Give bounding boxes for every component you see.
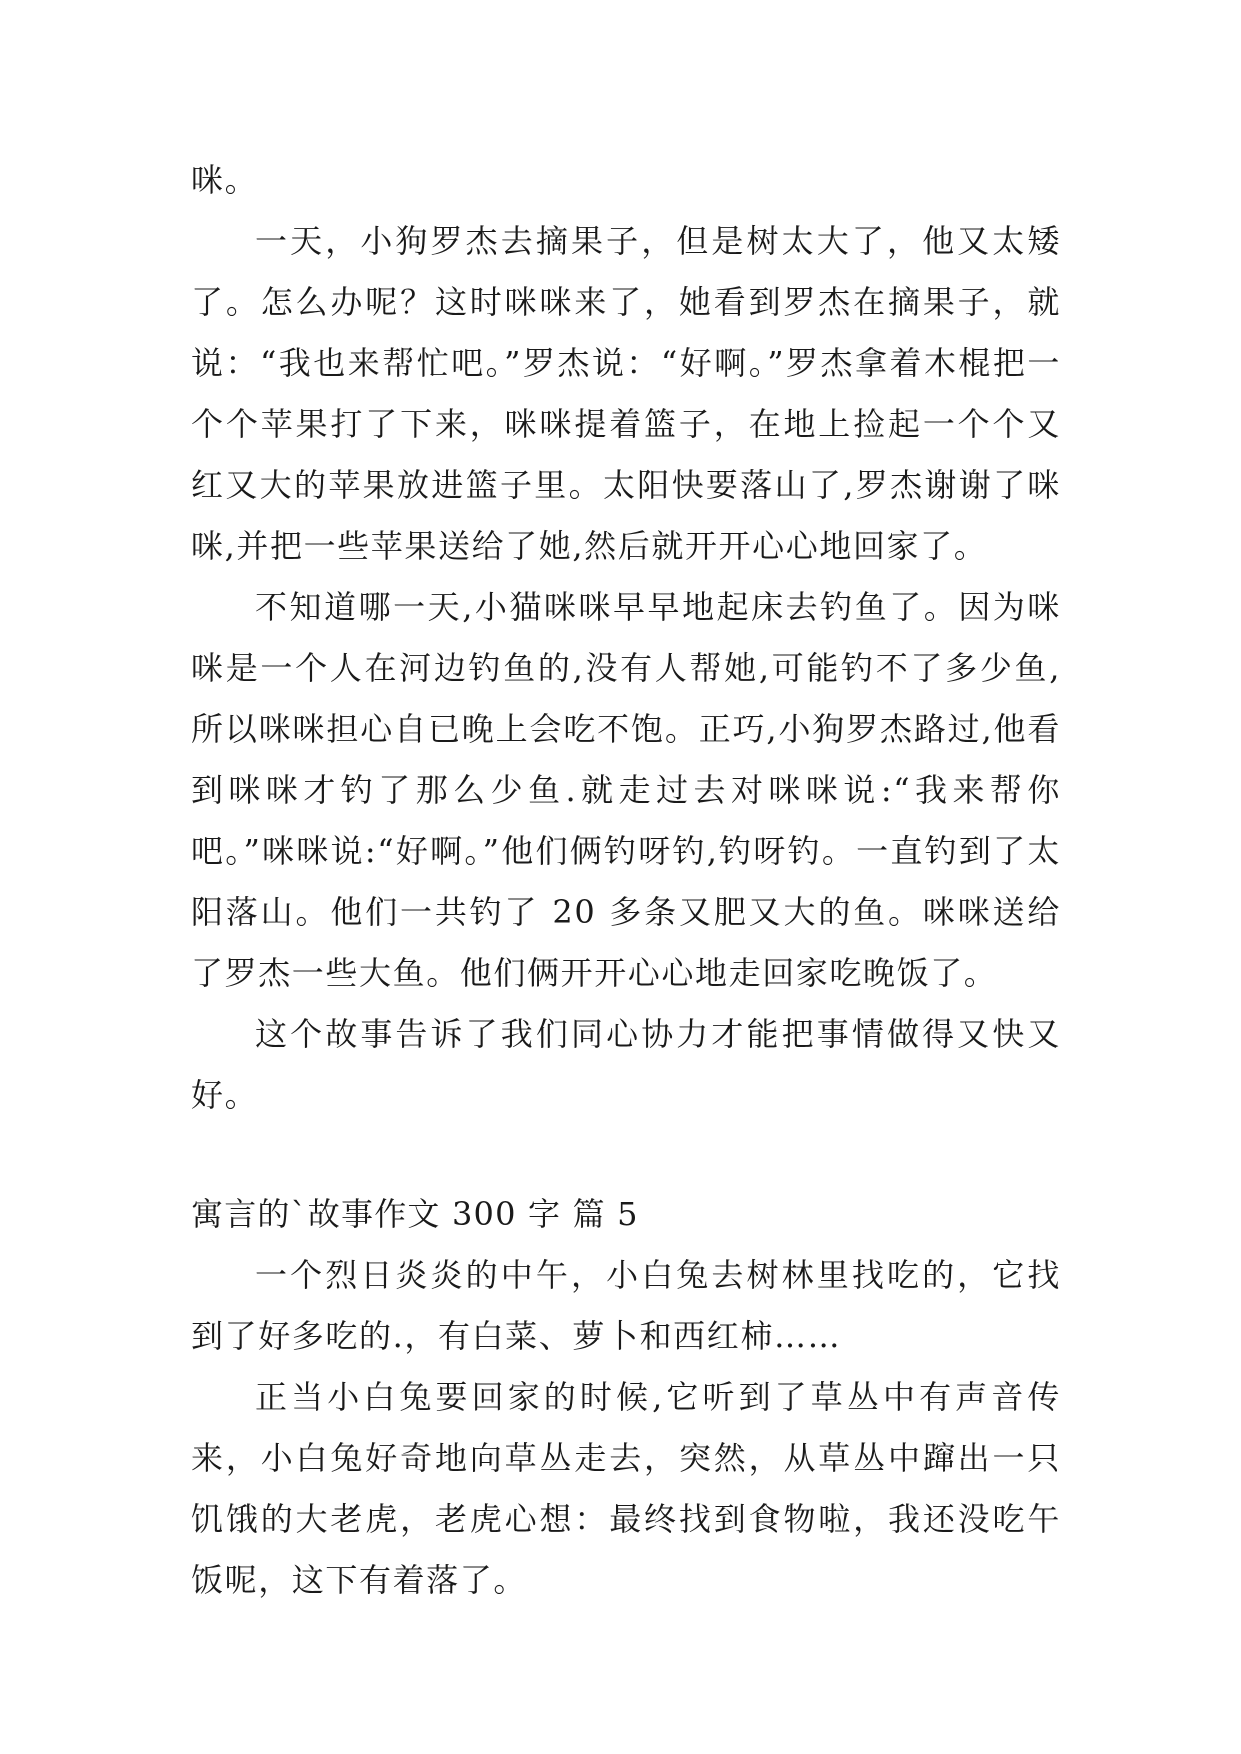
paragraph-rabbit-tiger: 正当小白兔要回家的时候,它听到了草丛中有声音传来，小白兔好奇地向草丛走去，突然，从草丛中蹿出一只饥饿的大老虎，老虎心想：最终找到食物啦，我还没吃午饭呢，这下有着落了。 <box>191 1378 1061 1599</box>
paragraph-moral: 这个故事告诉了我们同心协力才能把事情做得又快又好。 <box>191 1015 1061 1114</box>
paragraph-fishing: 不知道哪一天,小猫咪咪早早地起床去钓鱼了。因为咪咪是一个人在河边钓鱼的,没有人帮她,可能钓不了多少鱼,所以咪咪担心自已晚上会吃不饱。正巧,小狗罗杰路过,他看到咪咪才钓了那么少鱼.就走过去对咪咪说:“我来帮你吧。”咪咪说:“好啊。”他们俩钓呀钓,钓呀钓。一直钓到了太阳落山。他们一共钓了 20 多条又肥又大的鱼。咪咪送给了罗杰一些大鱼。他们俩开开心心地走回家吃晚饭了。 <box>191 588 1061 992</box>
paragraph-rabbit-food: 一个烈日炎炎的中午，小白兔去树林里找吃的，它找到了好多吃的.，有白菜、萝卜和西红柿…… <box>191 1256 1061 1355</box>
paragraph-apple-picking: 一天，小狗罗杰去摘果子，但是树太大了，他又太矮了。怎么办呢？这时咪咪来了，她看到罗杰在摘果子，就说：“我也来帮忙吧。”罗杰说：“好啊。”罗杰拿着木棍把一个个苹果打了下来，咪咪提着篮子，在地上捡起一个个又红又大的苹果放进篮子里。太阳快要落山了,罗杰谢谢了咪咪,并把一些苹果送给了她,然后就开开心心地回家了。 <box>191 222 1061 565</box>
document-body <box>191 150 1061 1611</box>
section-heading: 寓言的`故事作文 300 字 篇 5 <box>191 1195 639 1233</box>
paragraph-continuation: 咪。 <box>191 161 259 199</box>
